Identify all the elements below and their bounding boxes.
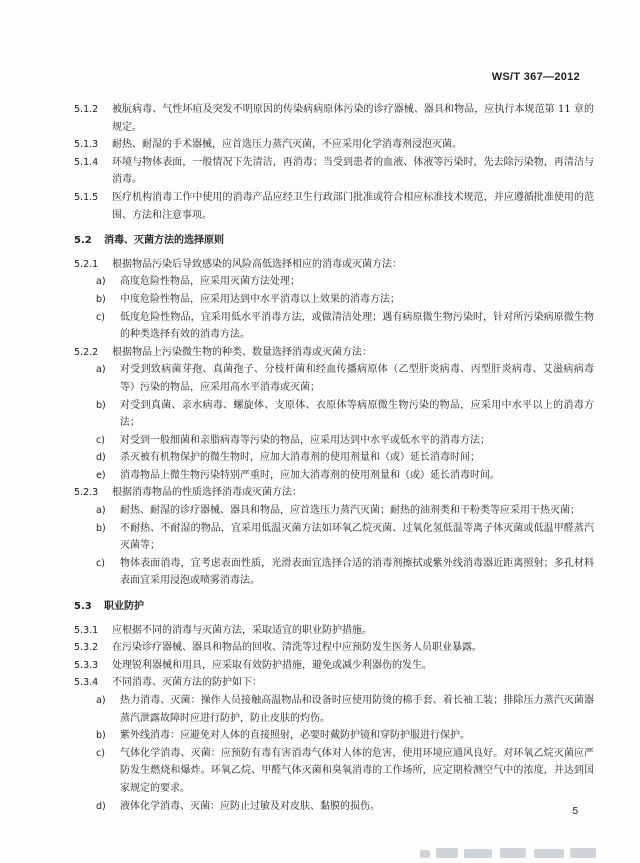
clause-5-3-4: 5.3.4 不同消毒、灭菌方法的防护如下： bbox=[74, 677, 262, 689]
list-item: d) 杀灭被有机物保护的微生物时，应加大消毒剂的使用剂量和（或）延长消毒时间； bbox=[96, 452, 480, 464]
clause-5-2-2: 5.2.2 根据物品上污染微生物的种类、数量选择消毒或灭菌方法： bbox=[74, 346, 372, 358]
watermark-image bbox=[420, 846, 600, 860]
standard-code: WS/T 367—2012 bbox=[491, 71, 580, 83]
clause-5-2-3: 5.2.3 根据消毒物品的性质选择消毒或灭菌方法： bbox=[74, 487, 302, 499]
document-body bbox=[74, 101, 594, 815]
clause-5-1-2: 5.1.2 被朊病毒、气性坏疽及突发不明原因的传染病病原体污染的诊疗器械、器具和物品，应执行本规范第 11 章的规定。 bbox=[74, 104, 594, 133]
list-item: b) 中度危险性物品，应采用达到中水平消毒以上效果的消毒方法； bbox=[96, 293, 400, 305]
list-item: c) 物体表面消毒，宜考虑表面性质，光滑表面宜选择合适的消毒剂擦拭或紫外线消毒器近距离照射；多孔材料表面宜采用浸泡或喷雾消毒法。 bbox=[96, 557, 594, 587]
list-item: a) 高度危险性物品，应采用灭菌方法处理； bbox=[96, 276, 300, 288]
list-item: c) 低度危险性物品，宜采用低水平消毒方法，或做清洁处理；遇有病原微生物污染时，针对所污染病原微生物的种类选择有效的消毒方法。 bbox=[96, 311, 594, 341]
section-heading-5-3: 5.3 职业防护 bbox=[74, 601, 144, 613]
list-item: c) 对受到一般细菌和亲脂病毒等污染的物品，应采用达到中水平或低水平的消毒方法； bbox=[96, 434, 490, 446]
list-item: b) 不耐热、不耐湿的物品，宜采用低温灭菌方法如环氧乙烷灭菌、过氧化氢低温等离子体灭菌或低温甲醛蒸汽灭菌等； bbox=[96, 522, 594, 552]
list-item: a) 耐热、耐湿的诊疗器械、器具和物品，应首选压力蒸汽灭菌；耐热的油剂类和干粉类等应采用干热灭菌； bbox=[96, 505, 580, 517]
list-item: b) 紫外线消毒：应避免对人体的直接照射，必要时戴防护镜和穿防护服进行保护。 bbox=[96, 730, 470, 742]
clause-5-3-2: 5.3.2 在污染诊疗器械、器具和物品的回收、清洗等过程中应预防发生医务人员职业暴露。 bbox=[74, 642, 482, 654]
list-item: c) 气体化学消毒、灭菌：应预防有毒有害消毒气体对人体的危害，使用环境应通风良好。对环氧乙烷灭菌应严防发生燃烧和爆炸。环氧乙烷、甲醛气体灭菌和臭氧消毒的工作场所，应定期检测空气中的浓度，并达到国家规定的要求。 bbox=[96, 747, 594, 794]
list-item: d) 液体化学消毒、灭菌：应防止过敏及对皮肤、黏膜的损伤。 bbox=[96, 800, 380, 812]
clause-5-1-3: 5.1.3 耐热、耐湿的手术器械，应首选压力蒸汽灭菌，不应采用化学消毒剂浸泡灭菌。 bbox=[74, 139, 462, 151]
list-item: a) 对受到致病菌芽孢、真菌孢子、分枝杆菌和经血传播病原体（乙型肝炎病毒、丙型肝炎病毒、艾滋病病毒等）污染的物品，应采用高水平消毒或灭菌； bbox=[96, 364, 594, 393]
clause-5-1-5: 5.1.5 医疗机构消毒工作中使用的消毒产品应经卫生行政部门批准或符合相应标准技术规范，并应遵循批准使用的范围、方法和注意事项。 bbox=[74, 191, 594, 221]
list-item: e) 消毒物品上微生物污染特别严重时，应加大消毒剂的使用剂量和（或）延长消毒时间。 bbox=[96, 469, 500, 481]
clause-5-3-1: 5.3.1 应根据不同的消毒与灭菌方法，采取适宜的职业防护措施。 bbox=[74, 624, 372, 636]
page-number: 5 bbox=[572, 806, 578, 817]
clause-5-2-1: 5.2.1 根据物品污染后导致感染的风险高低选择相应的消毒或灭菌方法： bbox=[74, 258, 402, 270]
section-heading-5-2: 5.2 消毒、灭菌方法的选择原则 bbox=[74, 235, 224, 247]
clause-5-3-3: 5.3.3 处理锐利器械和用具，应采取有效防护措施，避免或减少利器伤的发生。 bbox=[74, 659, 432, 671]
list-item: b) 对受到真菌、亲水病毒、螺旋体、支原体、衣原体等病原微生物污染的物品，应采用中水平以上的消毒方法； bbox=[96, 399, 594, 429]
clause-5-1-4: 5.1.4 环境与物体表面，一般情况下先清洁，再消毒；当受到患者的血液、体液等污染时，先去除污染物，再清洁与消毒。 bbox=[74, 156, 594, 186]
list-item: a) 热力消毒、灭菌：操作人员接触高温物品和设备时应使用防烫的棉手套、着长袖工装；排除压力蒸汽灭菌器蒸汽泄露故障时应进行防护，防止皮肤的灼伤。 bbox=[96, 695, 594, 724]
